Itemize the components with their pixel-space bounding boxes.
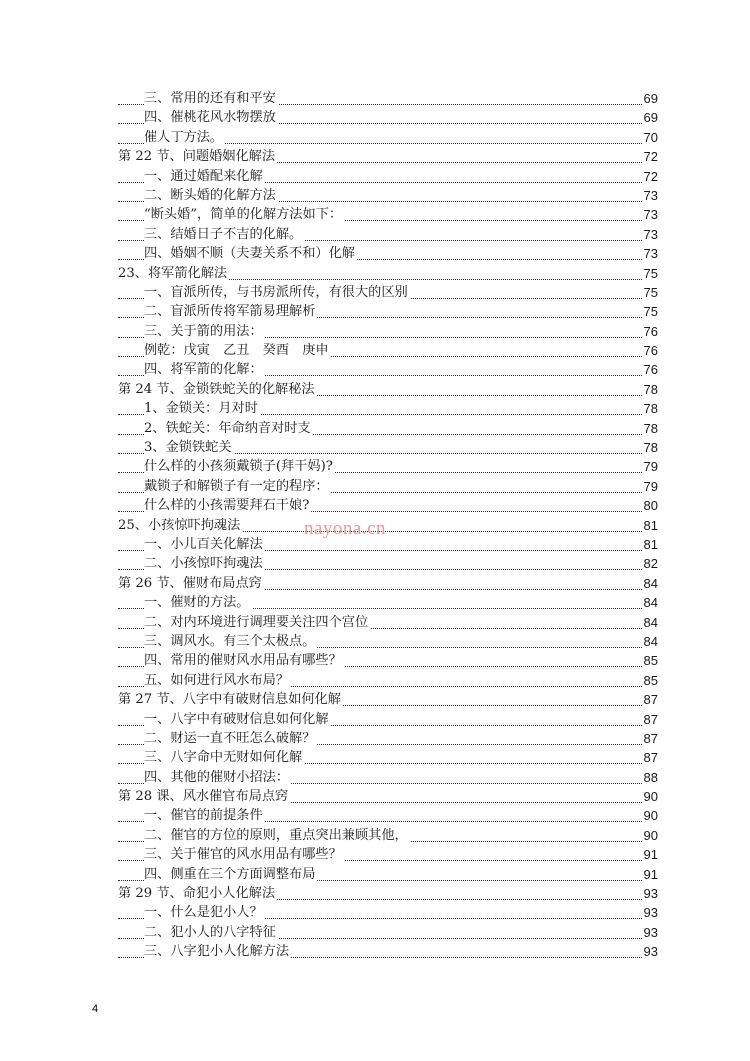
toc-entry-page-number: 78: [643, 380, 658, 399]
toc-section-entry[interactable]: [118, 787, 658, 806]
toc-subentry[interactable]: [118, 535, 658, 554]
toc-entry-page-number: 75: [643, 283, 658, 302]
toc-entry-title: 1、金锁关：月对时: [144, 399, 260, 418]
toc-section-entry[interactable]: [118, 516, 658, 535]
toc-subentry[interactable]: [118, 942, 658, 961]
toc-entry-page-number: 73: [643, 186, 658, 205]
toc-entry-title: 二、犯小人的八字特征: [144, 923, 278, 942]
toc-entry-title: 二、盲派所传将军箭易理解析: [144, 302, 317, 321]
toc-entry-page-number: 90: [643, 806, 658, 825]
toc-entry-title: 催人丁方法。: [144, 128, 225, 147]
toc-entry-page-number: 75: [643, 302, 658, 321]
toc-entry-title: 二、催官的方位的原则，重点突出兼顾其他，: [144, 826, 410, 845]
toc-entry-page-number: 84: [643, 593, 658, 612]
toc-subentry[interactable]: [118, 651, 658, 670]
toc-entry-page-number: 79: [643, 477, 658, 496]
toc-entry-title: 一、催官的前提条件: [144, 806, 265, 825]
toc-entry-title: 第 26 节、催财布局点窍: [118, 574, 264, 593]
toc-entry-title: 三、八字命中无财如何化解: [144, 748, 304, 767]
toc-entry-title: 三、常用的还有和平安: [144, 89, 278, 108]
toc-entry-page-number: 76: [643, 360, 658, 379]
toc-entry-page-number: 78: [643, 419, 658, 438]
toc-section-entry[interactable]: [118, 380, 658, 399]
toc-entry-title: 一、什么是犯小人？: [144, 903, 265, 922]
toc-entry-page-number: 78: [643, 438, 658, 457]
toc-entry-title: 二、断头婚的化解方法: [144, 186, 278, 205]
toc-entry-title: “断头婚”，简单的化解方法如下：: [144, 205, 344, 224]
table-of-contents: [118, 89, 658, 962]
toc-subentry[interactable]: [118, 477, 658, 496]
toc-entry-title: 一、八字中有破财信息如何化解: [144, 710, 331, 729]
toc-subentry[interactable]: [118, 205, 658, 224]
toc-entry-title: 第 29 节、命犯小人化解法: [118, 884, 277, 903]
toc-entry-page-number: 85: [643, 651, 658, 670]
toc-entry-page-number: 76: [643, 341, 658, 360]
toc-entry-title: 五、如何进行风水布局？: [144, 671, 291, 690]
toc-subentry[interactable]: [118, 322, 658, 341]
toc-entry-title: 什么样的小孩需要拜石干娘?: [144, 496, 311, 515]
toc-subentry[interactable]: [118, 283, 658, 302]
toc-subentry[interactable]: [118, 89, 658, 108]
toc-entry-page-number: 93: [643, 942, 658, 961]
toc-section-entry[interactable]: [118, 884, 658, 903]
toc-subentry[interactable]: [118, 341, 658, 360]
toc-entry-title: 一、小儿百关化解法: [144, 535, 265, 554]
toc-entry-title: 第 27 节、八字中有破财信息如何化解: [118, 690, 343, 709]
toc-entry-title: 一、通过婚配来化解: [144, 167, 265, 186]
toc-subentry[interactable]: [118, 729, 658, 748]
toc-entry-title: 四、侧重在三个方面调整布局: [144, 865, 317, 884]
toc-entry-title: 三、关于箭的用法：: [144, 322, 265, 341]
toc-subentry[interactable]: [118, 554, 658, 573]
toc-entry-page-number: 75: [643, 264, 658, 283]
toc-entry-title: 三、八字犯小人化解方法: [144, 942, 291, 961]
toc-entry-page-number: 78: [643, 399, 658, 418]
page-number: 4: [92, 1003, 99, 1015]
toc-subentry[interactable]: [118, 826, 658, 845]
toc-section-entry[interactable]: [118, 690, 658, 709]
toc-subentry[interactable]: [118, 128, 658, 147]
toc-subentry[interactable]: [118, 923, 658, 942]
toc-entry-title: 二、财运一直不旺怎么破解？: [144, 729, 317, 748]
toc-entry-page-number: 91: [643, 865, 658, 884]
toc-entry-title: 三、调风水。有三个太极点。: [144, 632, 317, 651]
toc-entry-page-number: 87: [643, 690, 658, 709]
toc-subentry[interactable]: [118, 302, 658, 321]
toc-subentry[interactable]: [118, 167, 658, 186]
toc-entry-page-number: 81: [643, 516, 658, 535]
toc-entry-title: 四、其他的催财小招法：: [144, 768, 291, 787]
toc-subentry[interactable]: [118, 710, 658, 729]
toc-subentry[interactable]: [118, 903, 658, 922]
toc-entry-page-number: 90: [643, 787, 658, 806]
toc-entry-page-number: 80: [643, 496, 658, 515]
toc-entry-page-number: 69: [643, 89, 658, 108]
toc-entry-title: 二、对内环境进行调理要关注四个宫位: [144, 613, 370, 632]
toc-entry-page-number: 90: [643, 826, 658, 845]
toc-entry-page-number: 87: [643, 710, 658, 729]
toc-subentry[interactable]: [118, 186, 658, 205]
toc-subentry[interactable]: [118, 438, 658, 457]
toc-entry-title: 戴锁子和解锁子有一定的程序：: [144, 477, 331, 496]
toc-entry-title: 第 24 节、金锁铁蛇关的化解秘法: [118, 380, 317, 399]
toc-subentry[interactable]: [118, 593, 658, 612]
toc-section-entry[interactable]: [118, 264, 658, 283]
toc-entry-page-number: 87: [643, 729, 658, 748]
toc-subentry[interactable]: [118, 671, 658, 690]
toc-entry-page-number: 84: [643, 632, 658, 651]
toc-subentry[interactable]: [118, 244, 658, 263]
toc-entry-page-number: 72: [643, 167, 658, 186]
toc-entry-page-number: 73: [643, 205, 658, 224]
toc-entry-page-number: 93: [643, 903, 658, 922]
toc-entry-page-number: 73: [643, 244, 658, 263]
toc-subentry[interactable]: [118, 845, 658, 864]
toc-entry-title: 例乾：戊寅 乙丑 癸酉 庚申: [144, 341, 331, 360]
toc-subentry[interactable]: [118, 496, 658, 515]
toc-entry-page-number: 93: [643, 923, 658, 942]
toc-entry-page-number: 69: [643, 108, 658, 127]
toc-entry-page-number: 81: [643, 535, 658, 554]
toc-section-entry[interactable]: [118, 574, 658, 593]
toc-subentry[interactable]: [118, 457, 658, 476]
toc-subentry[interactable]: [118, 865, 658, 884]
toc-subentry[interactable]: [118, 108, 658, 127]
toc-subentry[interactable]: [118, 632, 658, 651]
toc-entry-title: 3、金锁铁蛇关: [144, 438, 234, 457]
toc-entry-page-number: 85: [643, 671, 658, 690]
toc-section-entry[interactable]: [118, 147, 658, 166]
toc-entry-title: 三、关于催官的风水用品有哪些？: [144, 845, 344, 864]
toc-subentry[interactable]: [118, 419, 658, 438]
toc-entry-title: 四、催桃花风水物摆放: [144, 108, 278, 127]
toc-subentry[interactable]: [118, 225, 658, 244]
toc-entry-title: 2、铁蛇关：年命纳音对时支: [144, 419, 313, 438]
toc-entry-title: 23、将军箭化解法: [118, 264, 229, 283]
toc-entry-title: 25、小孩惊吓拘魂法: [118, 516, 242, 535]
toc-entry-title: 一、催财的方法。: [144, 593, 252, 612]
toc-entry-page-number: 79: [643, 457, 658, 476]
toc-entry-page-number: 88: [643, 768, 658, 787]
toc-subentry[interactable]: [118, 768, 658, 787]
toc-entry-page-number: 70: [643, 128, 658, 147]
toc-entry-title: 什么样的小孩须戴锁子(拜干妈)?: [144, 457, 335, 476]
toc-entry-page-number: 73: [643, 225, 658, 244]
toc-subentry[interactable]: [118, 806, 658, 825]
toc-entry-page-number: 72: [643, 147, 658, 166]
toc-entry-page-number: 91: [643, 845, 658, 864]
toc-entry-page-number: 84: [643, 574, 658, 593]
toc-entry-page-number: 87: [643, 748, 658, 767]
watermark-text: nayona.cn: [304, 518, 387, 539]
toc-entry-title: 第 22 节、问题婚姻化解法: [118, 147, 277, 166]
toc-entry-page-number: 93: [643, 884, 658, 903]
toc-entry-title: 一、盲派所传，与书房派所传，有很大的区别: [144, 283, 410, 302]
toc-subentry[interactable]: [118, 613, 658, 632]
toc-entry-title: 二、小孩惊吓拘魂法: [144, 554, 265, 573]
toc-subentry[interactable]: [118, 360, 658, 379]
toc-entry-title: 四、常用的催财风水用品有哪些？: [144, 651, 344, 670]
toc-entry-title: 三、结婚日子不吉的化解。: [144, 225, 304, 244]
toc-entry-title: 四、婚姻不顺（夫妻关系不和）化解: [144, 244, 357, 263]
toc-entry-page-number: 76: [643, 322, 658, 341]
toc-entry-page-number: 84: [643, 613, 658, 632]
toc-subentry[interactable]: [118, 748, 658, 767]
toc-entry-page-number: 82: [643, 554, 658, 573]
toc-entry-title: 第 28 课、风水催官布局点窍: [118, 787, 290, 806]
toc-entry-title: 四、将军箭的化解：: [144, 360, 265, 379]
toc-subentry[interactable]: [118, 399, 658, 418]
